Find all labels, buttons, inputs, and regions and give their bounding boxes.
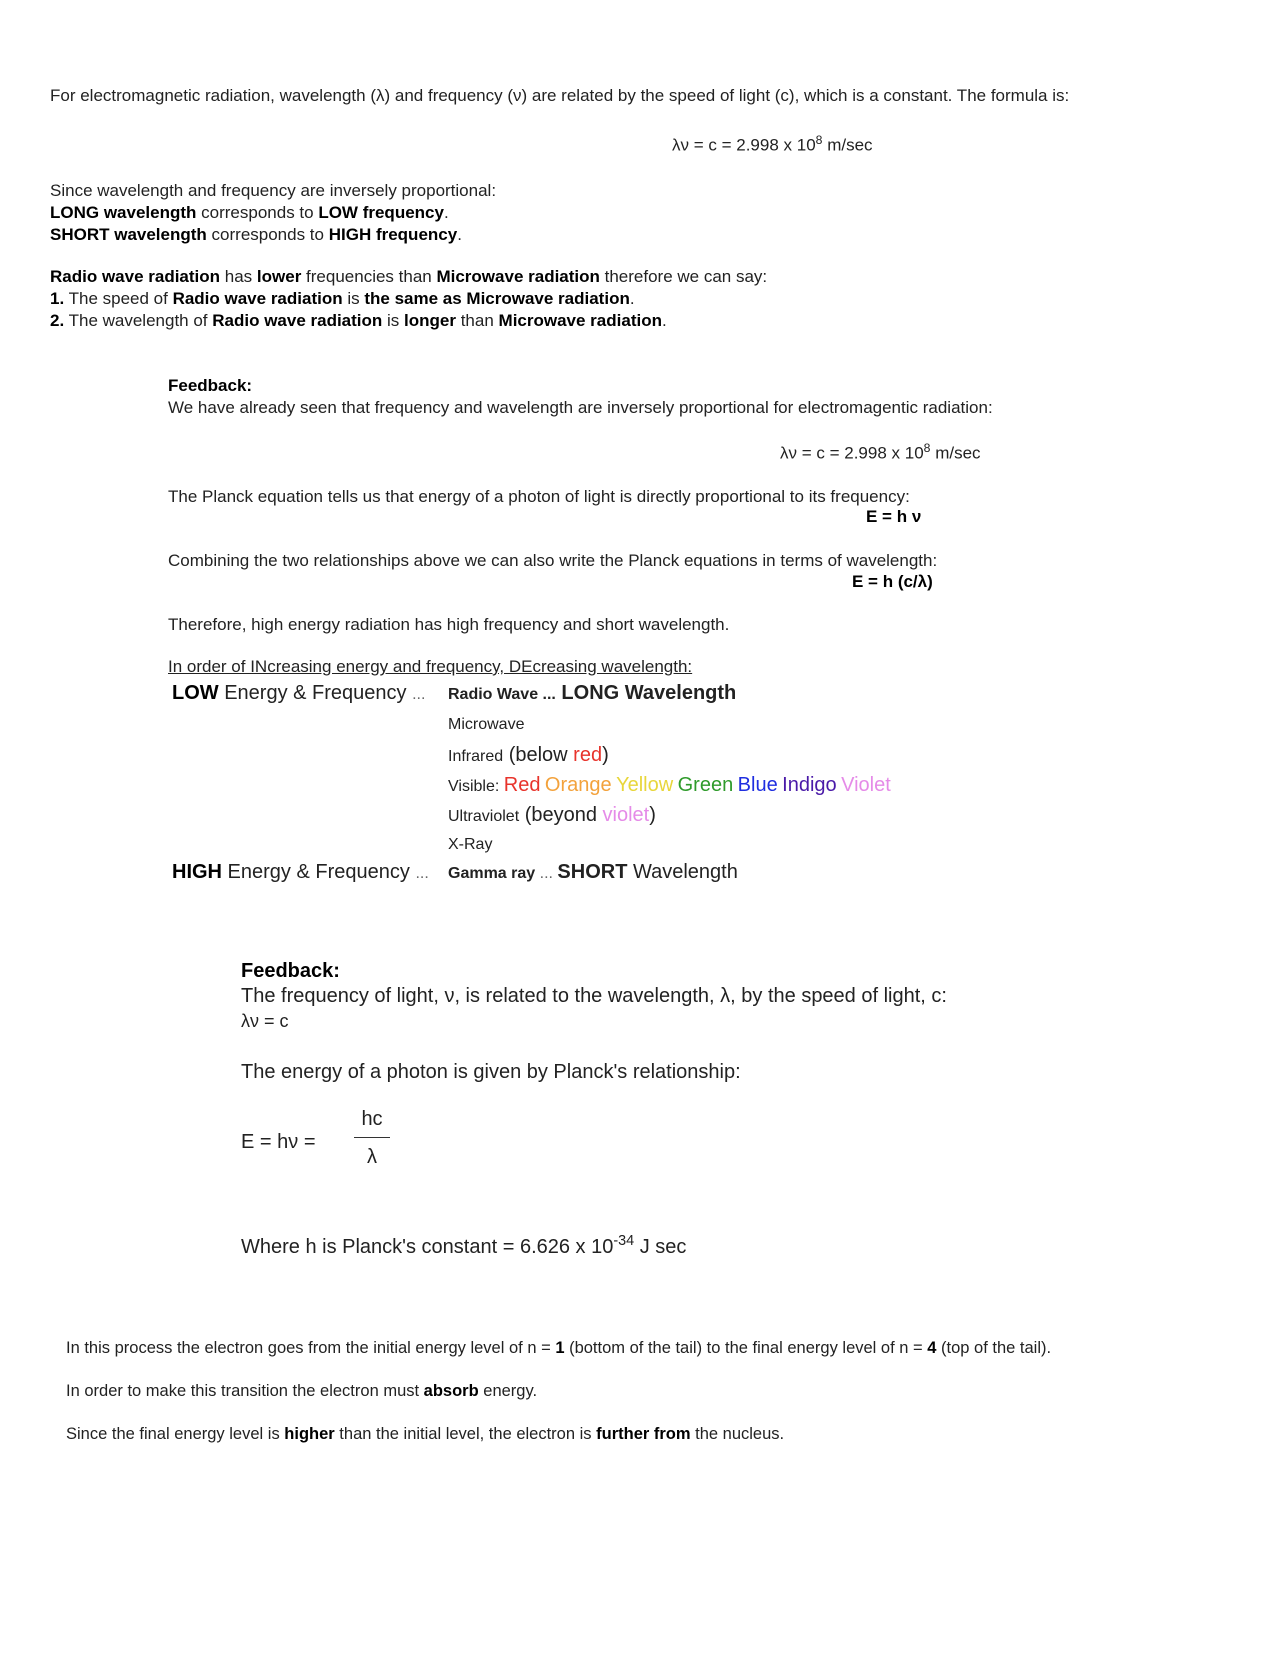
short-line: SHORT wavelength corresponds to HIGH frequency. — [50, 225, 462, 244]
microwave-row: Microwave — [448, 716, 525, 733]
eq-unit: m/sec — [930, 443, 981, 463]
radio-rad: Radio wave radiation — [50, 267, 221, 286]
low-freq: LOW frequency — [318, 203, 444, 222]
combine-text: Combining the two relationships above we can also write the Planck equations in terms of wavelength: — [168, 551, 938, 570]
low-energy-label — [172, 682, 425, 705]
radio-rad: Radio wave radiation — [172, 289, 343, 308]
infrared-label: Infrared — [448, 748, 504, 765]
gamma-row — [448, 861, 738, 884]
color-red: Red — [503, 774, 541, 796]
micro-rad: Microwave radiation — [498, 311, 662, 330]
t: than the initial level, the electron is — [334, 1425, 597, 1443]
frac-numerator: hc — [361, 1108, 383, 1130]
than: than — [455, 311, 499, 330]
planck-constant — [241, 1233, 686, 1259]
hc-over-lambda — [350, 1108, 394, 1169]
planck-text: The Planck equation tells us that energy of a photon of light is directly proportional to its frequency: — [168, 487, 910, 506]
further-from: further from — [596, 1425, 691, 1443]
color-yellow: Yellow — [616, 774, 674, 796]
absorb-text — [66, 1382, 537, 1401]
transition-text — [66, 1339, 1051, 1358]
xray-row: X-Ray — [448, 836, 493, 853]
below: (below — [503, 744, 574, 766]
energy-freq: Energy & Frequency — [222, 861, 416, 883]
eq-text: λν = c = 2.998 x 10 — [780, 443, 924, 463]
short-word: SHORT — [557, 861, 628, 883]
corresponds: corresponds to — [196, 203, 319, 222]
feedback2-text: The frequency of light, ν, is related to the wavelength, λ, by the speed of light, c: — [241, 985, 947, 1007]
therefore: therefore we can say: — [599, 267, 768, 286]
point-1: 1. The speed of Radio wave radiation is the same as Microwave radiation. — [50, 289, 635, 308]
violet-word: violet — [602, 804, 650, 826]
therefore-text: Therefore, high energy radiation has high frequency and short wavelength. — [168, 615, 730, 634]
intro-equation — [672, 133, 873, 156]
energy-equation: E = hν = — [241, 1131, 316, 1153]
n4: 4 — [927, 1339, 937, 1357]
has: has — [220, 267, 257, 286]
eq-text: λν = c = 2.998 x 10 — [672, 135, 816, 155]
nucleus-text — [66, 1425, 784, 1444]
infrared-row — [448, 744, 609, 767]
visible-label: Visible: — [448, 778, 500, 795]
frac-denominator: λ — [367, 1146, 377, 1168]
same-as: the same as Microwave radiation — [364, 289, 630, 308]
inverse-line: Since wavelength and frequency are inversely proportional: — [50, 181, 497, 200]
eq-exponent: 8 — [815, 133, 823, 147]
eq-unit: m/sec — [822, 135, 873, 155]
long-wavelength: LONG Wavelength — [555, 682, 737, 704]
frac-bar — [354, 1137, 390, 1138]
num: 2. — [50, 311, 65, 330]
low-word: LOW — [172, 682, 219, 704]
color-green: Green — [677, 774, 734, 796]
radio-block — [50, 266, 767, 332]
t: In this process the electron goes from the initial energy level of n = — [66, 1339, 556, 1357]
n1: 1 — [555, 1339, 565, 1357]
speed-of: The speed of — [64, 289, 173, 308]
dots: ... — [539, 865, 553, 882]
where-text: Where h is Planck's constant = 6.626 x 10 — [241, 1235, 614, 1258]
feedback1-equation — [780, 441, 981, 464]
color-blue: Blue — [737, 774, 778, 796]
gamma-label: Gamma ray — [448, 865, 536, 882]
feedback1-title: Feedback: — [168, 376, 253, 395]
energy-freq: Energy & Frequency — [218, 682, 413, 704]
lower: lower — [256, 267, 302, 286]
red-word: red — [573, 744, 603, 766]
beyond: (beyond — [519, 804, 603, 826]
eq-exponent: 8 — [923, 441, 931, 455]
color-violet: Violet — [841, 774, 891, 796]
ultraviolet-row — [448, 804, 656, 827]
radio-row — [448, 682, 736, 705]
where-unit: J sec — [634, 1235, 687, 1258]
wl-of: The wavelength of — [64, 311, 213, 330]
feedback2-title: Feedback: — [241, 960, 340, 982]
micro-rad: Microwave radiation — [436, 267, 600, 286]
high-freq: HIGH frequency — [328, 225, 458, 244]
is: is — [342, 289, 365, 308]
paren: ) — [649, 804, 656, 826]
color-indigo: Indigo — [782, 774, 837, 796]
feedback2-planck: The energy of a photon is given by Planck's relationship: — [241, 1061, 741, 1083]
visible-row — [448, 774, 891, 797]
long-wl: LONG wavelength — [50, 203, 197, 222]
t: energy. — [478, 1382, 538, 1400]
dots: ... — [412, 686, 426, 703]
absorb: absorb — [423, 1382, 479, 1400]
intro-sentence: For electromagnetic radiation, wavelength (λ) and frequency (ν) are related by the speed of light (c), which is a constant. The formula is: — [50, 86, 1070, 105]
inverse-block — [50, 180, 496, 246]
point-2: 2. The wavelength of Radio wave radiation is longer than Microwave radiation. — [50, 311, 667, 330]
t: (bottom of the tail) to the final energy level of n = — [564, 1339, 928, 1357]
feedback2-equation: λν = c — [241, 1011, 289, 1031]
corresponds: corresponds to — [206, 225, 329, 244]
uv-label: Ultraviolet — [448, 808, 520, 825]
t: (top of the tail). — [936, 1339, 1052, 1357]
dots: ... — [415, 865, 429, 882]
order-title: In order of INcreasing energy and frequency, DEcreasing wavelength: — [168, 657, 693, 676]
feedback1-text: We have already seen that frequency and wavelength are inversely proportional for electromagentic radiation: — [168, 398, 993, 417]
color-orange: Orange — [544, 774, 612, 796]
longer: longer — [404, 311, 456, 330]
planck-equation: E = h ν — [866, 507, 922, 526]
t: the nucleus. — [690, 1425, 785, 1443]
radio-line — [50, 266, 767, 288]
t: Since the final energy level is — [66, 1425, 285, 1443]
num: 1. — [50, 289, 65, 308]
short-wl: SHORT wavelength — [50, 225, 207, 244]
long-line: LONG wavelength corresponds to LOW frequency. — [50, 203, 449, 222]
wavelength-word: Wavelength — [627, 861, 738, 883]
combine-equation: E = h (c/λ) — [852, 572, 933, 591]
t: In order to make this transition the electron must — [66, 1382, 424, 1400]
paren: ) — [602, 744, 609, 766]
higher: higher — [284, 1425, 335, 1443]
where-exponent: -34 — [613, 1233, 635, 1249]
freq-than: frequencies than — [301, 267, 437, 286]
radio-rad: Radio wave radiation — [212, 311, 383, 330]
is: is — [382, 311, 405, 330]
radio-label: Radio Wave ... — [448, 686, 556, 703]
high-energy-label — [172, 861, 429, 884]
high-word: HIGH — [172, 861, 222, 883]
